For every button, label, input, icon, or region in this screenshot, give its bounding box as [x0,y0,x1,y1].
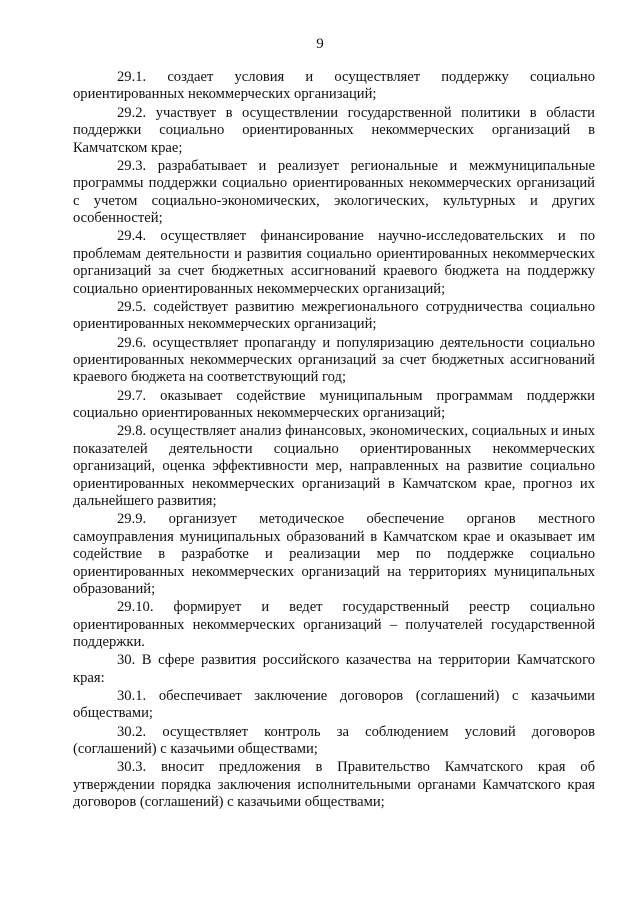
paragraph-29-8: 29.8. осуществляет анализ финансовых, экономических, социальных и иных показателей деятельности социально ориентированных некоммерческих организаций, оценка эффективности мер, направленных на развитие социально ориентированных некоммерческих организаций в Камчатском крае, прогноз их дальнейшего развития; [73,423,595,509]
page-number: 9 [316,36,324,52]
paragraph-29-5: 29.5. содействует развитию межрегионального сотрудничества социально ориентированных некоммерческих организаций; [73,298,595,333]
paragraph-29-2: 29.2. участвует в осуществлении государственной политики в области поддержки социально ориентированных некоммерческих организаций в Камчатском крае; [73,104,595,156]
paragraph-29-10: 29.10. формирует и ведет государственный реестр социально ориентированных некоммерческих организаций – получателей государственной поддержки. [73,599,595,651]
paragraph-30: 30. В сфере развития российского казачества на территории Камчатского края: [73,652,595,686]
paragraph-29-1: 29.1. создает условия и осуществляет поддержку социально ориентированных некоммерческих организаций; [73,69,595,103]
document-body [73,69,595,813]
paragraph-29-4: 29.4. осуществляет финансирование научно-исследовательских и по проблемам деятельности и развития социально ориентированных некоммерческих организаций за счет бюджетных ассигнований краевого бюджета на поддержку социально ориентированных некоммерческих организаций; [73,228,595,297]
paragraph-30-1: 30.1. обеспечивает заключение договоров (соглашений) с казачьими обществами; [73,688,595,722]
paragraph-29-9: 29.9. организует методическое обеспечение органов местного самоуправления муниципальных образований в Камчатском крае и оказывает им содействие в разработке и реализации мер по поддержке социально ориентированных некоммерческих организаций на территориях муниципальных образований; [73,511,595,597]
paragraph-30-3: 30.3. вносит предложения в Правительство Камчатского края об утверждении порядка заключения исполнительными органами Камчатского края договоров (соглашений) с казачьими обществами; [73,759,595,811]
paragraph-29-6: 29.6. осуществляет пропаганду и популяризацию деятельности социально ориентированных некоммерческих организаций за счет бюджетных ассигнований краевого бюджета на соответствующий год; [73,334,595,386]
paragraph-30-2: 30.2. осуществляет контроль за соблюдением условий договоров (соглашений) с казачьими обществами; [73,723,595,758]
paragraph-29-3: 29.3. разрабатывает и реализует региональные и межмуниципальные программы поддержки социально ориентированных некоммерческих организаций с учетом социально-экономических, экологических, культурных и других особенностей; [73,157,595,227]
paragraph-29-7: 29.7. оказывает содействие муниципальным программам поддержки социально ориентированных некоммерческих организаций; [73,387,595,422]
